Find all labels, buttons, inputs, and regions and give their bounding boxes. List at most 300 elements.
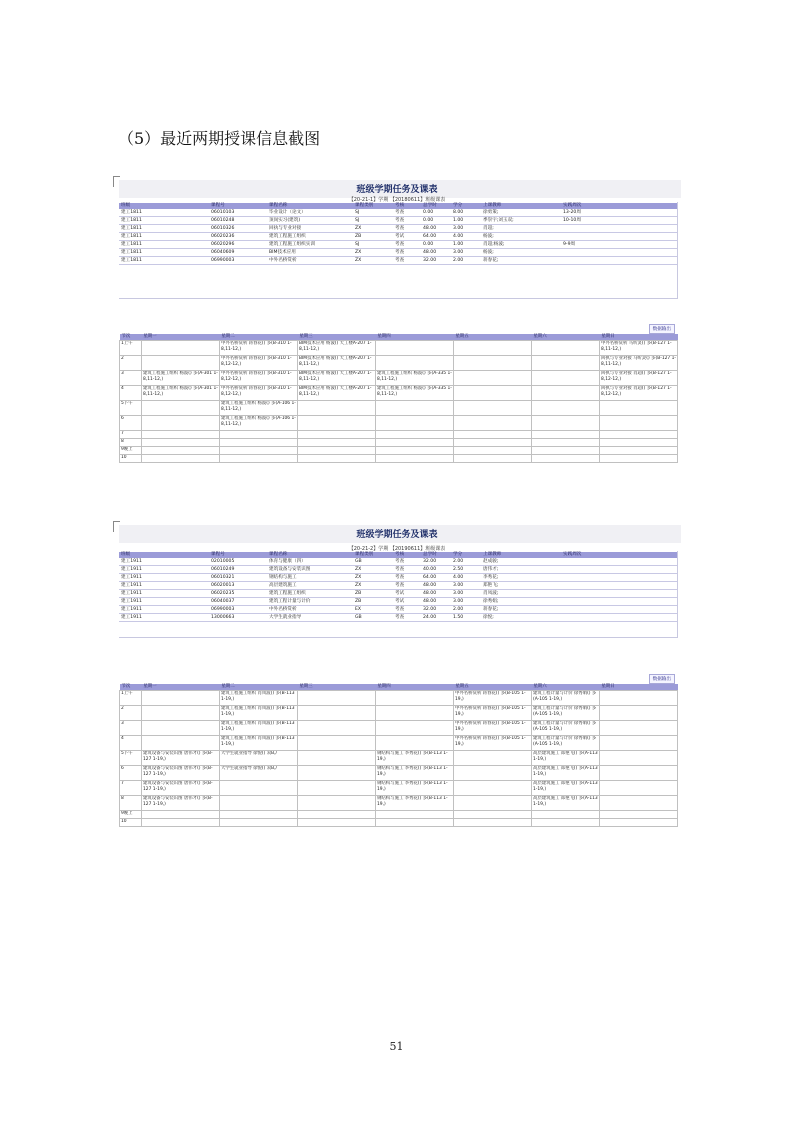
table-cell: ZX (353, 225, 393, 233)
table-cell: 3.00 (451, 590, 481, 598)
weekday-header: 星期五 (454, 684, 532, 691)
table-cell: 建筑工程计量与计价 (267, 598, 353, 606)
table-cell: 3.00 (451, 225, 481, 233)
table-cell: 1.50 (451, 614, 481, 622)
timetable-row (120, 431, 678, 439)
weekday-header: 节次 (120, 684, 142, 691)
table-cell: 4.00 (451, 233, 481, 241)
timetable-cell (298, 796, 376, 811)
period-label: 7 (120, 781, 142, 796)
table-cell: 8.00 (451, 209, 481, 217)
timetable-cell (142, 736, 220, 751)
timetable-cell (600, 706, 678, 721)
table-cell: 10-10周 (561, 217, 677, 225)
timetable-cell (376, 341, 454, 356)
timetable-cell (376, 416, 454, 431)
report-subtitle: 【20-21-2】学期 【20190611】班级课表 (348, 546, 446, 552)
table-cell: ZX (353, 566, 393, 574)
table-row (119, 566, 677, 574)
timetable-cell (220, 455, 298, 463)
table-cell: 肖超;杨波; (481, 241, 561, 249)
table-cell: 考查 (393, 606, 421, 614)
timetable-cell: 钢结构与施工 李秀花() 多(B-113 1-19,) (376, 766, 454, 781)
table-cell: 06010321 (209, 574, 267, 582)
timetable-cell (142, 691, 220, 706)
table-cell: BIM技术应用 (267, 249, 353, 257)
period-label: 1上午 (120, 691, 142, 706)
timetable-cell (142, 721, 220, 736)
table-row (119, 257, 677, 265)
table-cell: 杨波; (481, 249, 561, 257)
timetable-cell (376, 447, 454, 455)
table-cell: 06020013 (209, 582, 267, 590)
timetable-cell (376, 356, 454, 371)
timetable-cell (220, 781, 298, 796)
period-label: 9晚上 (120, 447, 142, 455)
task-table (119, 203, 677, 265)
timetable-row (120, 819, 678, 827)
period-label: 4 (120, 736, 142, 751)
timetable-cell (600, 431, 678, 439)
timetable-cell: 建筑工程计量与计价 徐秀娟() 多(A-105 1-19,) (532, 721, 600, 736)
table-cell: 06020235 (209, 590, 267, 598)
table-cell: 06040609 (209, 249, 267, 257)
timetable-cell: 建筑工程施工组织 杨波() 多(A-301 1-8,11-12,) (142, 371, 220, 386)
table-cell: 06040037 (209, 598, 267, 606)
table-cell: 4.00 (451, 574, 481, 582)
table-row (119, 614, 677, 622)
table-cell: 06020296 (209, 241, 267, 249)
table-cell: 肖凤波; (481, 590, 561, 598)
timetable-cell (142, 447, 220, 455)
table-cell: 建工1911 (119, 574, 209, 582)
page-number: 51 (389, 1040, 404, 1053)
table-cell (561, 590, 677, 598)
table-cell: 0.00 (421, 241, 451, 249)
timetable-cell (532, 416, 600, 431)
timetable-cell (220, 431, 298, 439)
timetable-row (120, 796, 678, 811)
weekday-header: 星期六 (532, 334, 600, 341)
table-cell: 48.00 (421, 590, 451, 598)
timetable-cell (600, 439, 678, 447)
timetable-cell (142, 455, 220, 463)
timetable-cell: BIM技术应用 杨波() 天工楼A-207 1-8,11-12,) (298, 341, 376, 356)
timetable-cell: 建筑工程施工组织 杨波() 多(A-106 1-8,11-12,) (220, 416, 298, 431)
weekday-header: 星期三 (298, 334, 376, 341)
timetable-cell (600, 736, 678, 751)
timetable-cell (376, 706, 454, 721)
period-label: 9晚上 (120, 811, 142, 819)
timetable-cell (454, 439, 532, 447)
table-cell: 建工1811 (119, 209, 209, 217)
table-cell: 建工1911 (119, 598, 209, 606)
timetable-cell (532, 341, 600, 356)
timetable-cell (454, 447, 532, 455)
column-header: 总学时 (421, 203, 451, 209)
timetable-cell: 中外名桥赏析 蒋春花() 多(B-105 1-19,) (454, 736, 532, 751)
column-header: 课程号 (209, 203, 267, 209)
timetable-cell (532, 447, 600, 455)
table-cell: 13000663 (209, 614, 267, 622)
weekday-header: 星期六 (532, 684, 600, 691)
export-button[interactable]: 数据输出 (649, 674, 675, 684)
weekly-timetable (119, 334, 678, 463)
weekday-header: 星期日 (600, 684, 678, 691)
timetable-cell (600, 416, 678, 431)
table-cell: 0.00 (421, 217, 451, 225)
table-cell: 钢结构与施工 (267, 574, 353, 582)
table-cell: 24.00 (421, 614, 451, 622)
timetable-row (120, 781, 678, 796)
weekday-header: 星期一 (142, 684, 220, 691)
table-cell: 考查 (393, 582, 421, 590)
timetable-cell: 大学生就业指导 徐悦() 双B,/ (220, 751, 298, 766)
timetable-row (120, 341, 678, 356)
task-table (119, 552, 677, 622)
timetable-cell: 建筑工程施工组织 肖凤波() 多(B-113 1-19,) (220, 691, 298, 706)
timetable-cell: 建筑工程施工组织 肖凤波() 多(B-113 1-19,) (220, 736, 298, 751)
period-label: 6 (120, 766, 142, 781)
timetable-cell (454, 819, 532, 827)
table-cell: 48.00 (421, 225, 451, 233)
timetable-cell: 建筑工程施工组织 杨波() 多(A-301 1-8,11-12,) (142, 386, 220, 401)
table-cell: 06010326 (209, 225, 267, 233)
timetable-cell (220, 447, 298, 455)
timetable-cell (600, 766, 678, 781)
timetable-cell: 建筑工程施工组织 肖凤波() 多(B-113 1-19,) (220, 721, 298, 736)
timetable-cell: 建筑设备与安装识图 唐伟才() 多(B-127 1-19,) (142, 781, 220, 796)
timetable-cell (298, 721, 376, 736)
period-label: 10 (120, 455, 142, 463)
table-row (119, 598, 677, 606)
timetable-cell: 高层建筑施工 郑艳飞() 多(A-113 1-19,) (532, 796, 600, 811)
table-cell: 李秀花; (481, 574, 561, 582)
table-cell: 郑艳飞; (481, 582, 561, 590)
timetable-cell (454, 371, 532, 386)
timetable-cell (142, 819, 220, 827)
timetable-cell (142, 811, 220, 819)
table-cell: 考查 (393, 225, 421, 233)
table-cell: 高层建筑施工 (267, 582, 353, 590)
table-cell: 64.00 (421, 574, 451, 582)
column-header: 上课教师 (481, 552, 561, 558)
timetable-cell (376, 819, 454, 827)
weekday-header: 星期三 (298, 684, 376, 691)
table-cell: 徐秀娟; (481, 598, 561, 606)
table-cell: ZX (353, 582, 393, 590)
timetable-cell: BIM技术应用 杨波() 天工楼A-207 1-8,11-12,) (298, 371, 376, 386)
timetable-cell (142, 431, 220, 439)
table-cell: 1.00 (451, 217, 481, 225)
weekly-timetable (119, 684, 678, 827)
screenshot-1 (113, 176, 681, 480)
table-cell: 48.00 (421, 249, 451, 257)
table-cell (561, 225, 677, 233)
table-cell: 02010005 (209, 558, 267, 566)
timetable-cell: 中外名桥赏析 蒋春花() 多(B-310 1-8,12-12,) (220, 356, 298, 371)
timetable-row (120, 416, 678, 431)
table-cell: ZB (353, 233, 393, 241)
column-header: 课程名称 (267, 552, 353, 558)
timetable-cell: 回执与专业对接 马昕灵() 多(B-127 1-8,11-12,) (600, 356, 678, 371)
timetable-cell: 建筑工程计量与计价 徐秀娟() 多(A-105 1-19,) (532, 736, 600, 751)
table-cell: 肖超; (481, 225, 561, 233)
timetable-cell (454, 455, 532, 463)
report-title: 班级学期任务及课表 (356, 530, 438, 540)
table-cell: 季崇宇;刘玉双; (481, 217, 561, 225)
timetable-cell (376, 736, 454, 751)
timetable-row (120, 751, 678, 766)
timetable-cell (532, 371, 600, 386)
table-cell: 建工1911 (119, 582, 209, 590)
table-cell: 64.00 (421, 233, 451, 241)
table-cell: 0.00 (421, 209, 451, 217)
timetable-cell (532, 455, 600, 463)
timetable-cell: BIM技术应用 杨波() 天工楼A-207 1-8,11-12,) (298, 356, 376, 371)
table-cell: 毕业设计（论文） (267, 209, 353, 217)
weekday-header: 星期一 (142, 334, 220, 341)
table-cell: 考查 (393, 574, 421, 582)
table-row (119, 574, 677, 582)
timetable-cell: 中外名桥赏析 蒋春花() 多(B-310 1-8,12-12,) (220, 371, 298, 386)
timetable-cell (600, 811, 678, 819)
table-cell: 考试 (393, 590, 421, 598)
timetable-cell: BIM技术应用 杨波() 天工楼A-207 1-8,11-12,) (298, 386, 376, 401)
timetable-cell: 高层建筑施工 郑艳飞() 多(A-113 1-19,) (532, 751, 600, 766)
table-cell: 建筑工程施工组织 (267, 233, 353, 241)
table-cell: 06010103 (209, 209, 267, 217)
timetable-cell (298, 751, 376, 766)
table-cell: 1.00 (451, 241, 481, 249)
timetable-cell (298, 431, 376, 439)
table-row (119, 582, 677, 590)
timetable-cell: 建筑工程计量与计价 徐秀娟() 多(A-105 1-19,) (532, 706, 600, 721)
timetable-cell (454, 401, 532, 416)
column-header: 学分 (451, 203, 481, 209)
table-row (119, 249, 677, 257)
column-header: 课程类别 (353, 552, 393, 558)
timetable-row (120, 721, 678, 736)
timetable-cell: 大学生就业指导 徐悦() 双B,/ (220, 766, 298, 781)
table-cell: 2.00 (451, 606, 481, 614)
report-title: 班级学期任务及课表 (356, 185, 438, 195)
table-cell: 建工1811 (119, 225, 209, 233)
table-cell: 2.50 (451, 566, 481, 574)
table-cell: 3.00 (451, 598, 481, 606)
timetable-cell (600, 781, 678, 796)
timetable-cell (454, 341, 532, 356)
timetable-cell (376, 811, 454, 819)
timetable-cell (376, 431, 454, 439)
table-cell: 考查 (393, 217, 421, 225)
period-label: 3 (120, 721, 142, 736)
timetable-cell: 建筑设备与安装识图 唐伟才() 多(B-127 1-19,) (142, 796, 220, 811)
table-cell: 建工1811 (119, 249, 209, 257)
timetable-cell (454, 796, 532, 811)
period-label: 6 (120, 416, 142, 431)
table-cell: 蒋春花; (481, 257, 561, 265)
table-cell: ZX (353, 574, 393, 582)
timetable-cell (532, 811, 600, 819)
report-subtitle: 【20-21-1】学期 【20180611】班级课表 (348, 197, 446, 203)
column-header: 考核 (393, 552, 421, 558)
timetable-cell (454, 811, 532, 819)
timetable-cell (376, 691, 454, 706)
table-cell: ZX (353, 249, 393, 257)
table-cell: 唐伟才; (481, 566, 561, 574)
table-cell: 考查 (393, 249, 421, 257)
timetable-cell: 建筑工程施工组织 杨波() 多(A-335 1-8,11-12,) (376, 371, 454, 386)
table-cell: 建工1911 (119, 566, 209, 574)
period-label: 5下午 (120, 751, 142, 766)
timetable-cell: 钢结构与施工 李秀花() 多(B-113 1-19,) (376, 751, 454, 766)
table-cell (561, 566, 677, 574)
timetable-cell (142, 341, 220, 356)
table-cell: ZB (353, 598, 393, 606)
column-header: 考核 (393, 203, 421, 209)
table-cell: 2.00 (451, 558, 481, 566)
timetable-row (120, 455, 678, 463)
table-cell: GB (353, 558, 393, 566)
column-header: 实践周次 (561, 552, 677, 558)
table-cell (561, 598, 677, 606)
period-label: 8 (120, 796, 142, 811)
table-cell: GB (353, 614, 393, 622)
column-header: 班级 (119, 203, 209, 209)
table-cell: 建工1811 (119, 241, 209, 249)
timetable-cell (220, 439, 298, 447)
timetable-row (120, 736, 678, 751)
timetable-cell (454, 751, 532, 766)
weekday-header: 星期二 (220, 684, 298, 691)
table-cell: 考查 (393, 209, 421, 217)
timetable-cell (298, 439, 376, 447)
weekday-header: 星期日 (600, 334, 678, 341)
weekday-header: 星期五 (454, 334, 532, 341)
timetable-cell (220, 811, 298, 819)
timetable-cell (298, 819, 376, 827)
period-label: 3 (120, 371, 142, 386)
timetable-cell (600, 721, 678, 736)
table-cell (561, 257, 677, 265)
table-cell: 考试 (393, 233, 421, 241)
timetable-cell: 建筑工程施工组织 杨波() 多(A-106 1-8,11-12,) (220, 401, 298, 416)
timetable-cell (600, 819, 678, 827)
table-cell: 建工1811 (119, 233, 209, 241)
table-row (119, 558, 677, 566)
period-label: 7 (120, 431, 142, 439)
screenshot-2 (113, 521, 681, 841)
period-label: 2 (120, 356, 142, 371)
table-cell: SJ (353, 217, 393, 225)
period-label: 4 (120, 386, 142, 401)
timetable-cell: 建筑工程施工组织 杨波() 多(A-335 1-8,11-12,) (376, 386, 454, 401)
column-header: 上课教师 (481, 203, 561, 209)
timetable-cell (298, 455, 376, 463)
table-cell: 赵成骏; (481, 558, 561, 566)
timetable-cell (454, 431, 532, 439)
table-cell: 考查 (393, 257, 421, 265)
table-cell: 徐勇策; (481, 209, 561, 217)
table-cell: 9-9周 (561, 241, 677, 249)
timetable-cell (298, 706, 376, 721)
table-row (119, 217, 677, 225)
timetable-cell (532, 439, 600, 447)
weekday-header: 星期四 (376, 334, 454, 341)
timetable-row (120, 691, 678, 706)
export-button[interactable]: 数据输出 (649, 324, 675, 334)
table-cell: 06990003 (209, 257, 267, 265)
timetable-cell (454, 386, 532, 401)
table-cell: 体育与健康（四） (267, 558, 353, 566)
table-cell: 13-20周 (561, 209, 677, 217)
table-row (119, 590, 677, 598)
timetable-cell (600, 447, 678, 455)
timetable-cell (532, 356, 600, 371)
timetable-cell (376, 455, 454, 463)
timetable-cell (142, 416, 220, 431)
table-cell: 大学生就业指导 (267, 614, 353, 622)
table-cell: 回执与专业对接 (267, 225, 353, 233)
table-cell: 建工1811 (119, 217, 209, 225)
timetable-cell: 建筑工程施工组织 肖凤波() 多(B-113 1-19,) (220, 706, 298, 721)
table-cell: 建筑工程施工组织实训 (267, 241, 353, 249)
table-cell: 32.00 (421, 606, 451, 614)
table-cell (561, 614, 677, 622)
table-cell: 建筑工程施工组织 (267, 590, 353, 598)
table-cell: EX (353, 606, 393, 614)
timetable-cell (220, 819, 298, 827)
table-cell: 3.00 (451, 249, 481, 257)
table-cell: ZX (353, 257, 393, 265)
period-label: 5下午 (120, 401, 142, 416)
table-cell: 48.00 (421, 582, 451, 590)
timetable-cell: 中外名桥赏析 蒋春花() 多(B-105 1-19,) (454, 721, 532, 736)
timetable-row (120, 356, 678, 371)
timetable-cell (376, 401, 454, 416)
timetable-cell: 回执与专业对接 肖超() 多(B-127 1-8,12-12,) (600, 371, 678, 386)
table-cell: SJ (353, 241, 393, 249)
timetable-cell (532, 401, 600, 416)
timetable-cell (298, 736, 376, 751)
column-header: 总学时 (421, 552, 451, 558)
timetable-cell (142, 706, 220, 721)
table-cell: 06990003 (209, 606, 267, 614)
column-header: 实践周次 (561, 203, 677, 209)
table-cell: 徐悦; (481, 614, 561, 622)
timetable-cell: 中外名桥赏析 蒋春花() 多(B-310 1-8,11-12,) (220, 341, 298, 356)
timetable-cell: 高层建筑施工 郑艳飞() 多(A-113 1-19,) (532, 766, 600, 781)
timetable-cell (298, 781, 376, 796)
timetable-cell (454, 781, 532, 796)
timetable-row (120, 401, 678, 416)
timetable-cell (600, 401, 678, 416)
timetable-cell: 建筑设备与安装识图 唐伟才() 多(B-127 1-19,) (142, 751, 220, 766)
timetable-cell (376, 721, 454, 736)
table-cell (561, 233, 677, 241)
table-cell (561, 574, 677, 582)
table-cell: 顶岗实习(建筑) (267, 217, 353, 225)
timetable-cell: 建筑设备与安装识图 唐伟才() 多(B-127 1-19,) (142, 766, 220, 781)
table-cell: 考查 (393, 614, 421, 622)
table-cell: 06010248 (209, 217, 267, 225)
timetable-cell (600, 455, 678, 463)
timetable-cell (376, 439, 454, 447)
timetable-cell (298, 691, 376, 706)
table-row (119, 209, 677, 217)
timetable-cell (532, 386, 600, 401)
